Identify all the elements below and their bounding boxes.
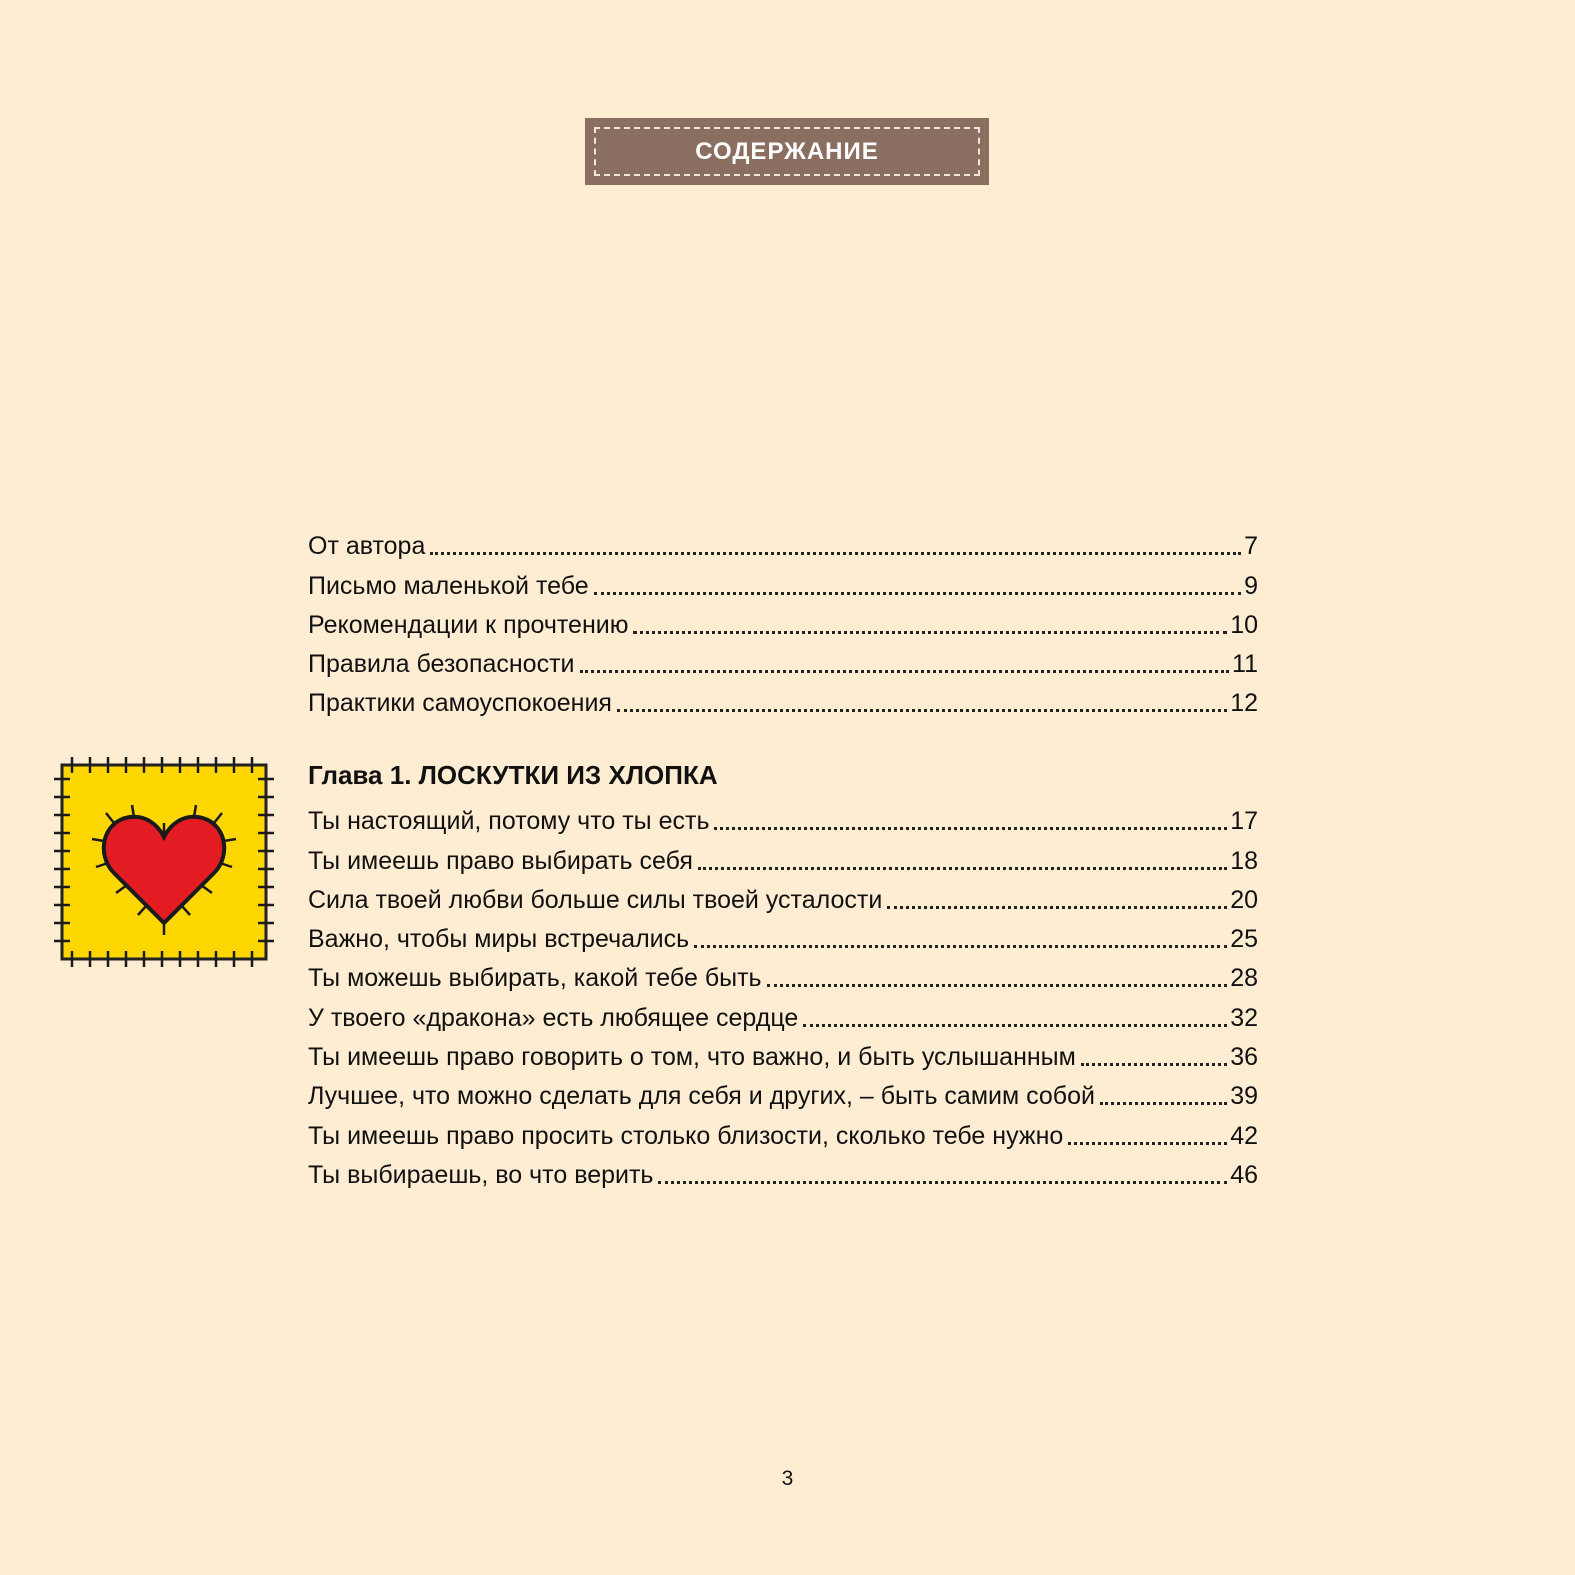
toc-entry[interactable]: [308, 993, 1258, 1032]
dot-leader: [617, 708, 1227, 712]
dot-leader: [1068, 1141, 1227, 1145]
toc-entry[interactable]: [308, 954, 1258, 993]
chapter-title: Глава 1. ЛОСКУТКИ ИЗ ХЛОПКА: [308, 760, 718, 790]
toc-entry-page: 42: [1230, 1121, 1258, 1150]
toc-entry-page: 11: [1232, 650, 1258, 679]
dot-leader: [1100, 1101, 1227, 1105]
dot-leader: [803, 1023, 1227, 1027]
toc-entry-page: 25: [1230, 925, 1258, 954]
toc-entry-page: 39: [1230, 1082, 1258, 1111]
heart-patch-icon: [52, 755, 276, 969]
toc-entry-title: Рекомендации к прочтению: [308, 610, 629, 639]
toc-entry[interactable]: [308, 561, 1258, 600]
dot-leader: [658, 1180, 1227, 1184]
toc-entry-page: 12: [1230, 689, 1258, 718]
toc-entry-title: Ты имеешь право выбирать себя: [308, 846, 693, 875]
toc-entry[interactable]: [308, 522, 1258, 561]
toc-entry-page: 36: [1230, 1043, 1258, 1072]
page-number: 3: [781, 1467, 794, 1490]
toc-entry-title: Ты выбираешь, во что верить: [308, 1160, 654, 1189]
toc-entry[interactable]: [308, 1111, 1258, 1150]
toc-entry-title: Ты имеешь право просить столько близости, сколько тебе нужно: [308, 1121, 1064, 1150]
toc-entry-page: 18: [1230, 846, 1258, 875]
toc-entry[interactable]: [308, 679, 1258, 718]
toc-entry-page: 28: [1230, 964, 1258, 993]
toc-entry-title: Ты настоящий, потому что ты есть: [308, 807, 710, 836]
toc-entry[interactable]: [308, 640, 1258, 679]
toc-entry-title: Правила безопасности: [308, 650, 575, 679]
toc-entry[interactable]: [308, 1072, 1258, 1111]
toc-entry[interactable]: [308, 836, 1258, 875]
toc-entry[interactable]: [308, 797, 1258, 836]
toc-entry-title: Практики самоуспокоения: [308, 689, 612, 718]
toc-entry-page: 46: [1230, 1160, 1258, 1189]
dot-leader: [1081, 1062, 1227, 1066]
toc-entry-page: 17: [1230, 807, 1258, 836]
toc-header-box: [585, 118, 989, 185]
intro-list: [308, 522, 1258, 718]
toc-entry-page: 9: [1244, 571, 1258, 600]
toc-entry-title: У твоего «дракона» есть любящее сердце: [308, 1003, 799, 1032]
toc-entry-page: 7: [1244, 532, 1258, 561]
dot-leader: [580, 669, 1230, 673]
toc-entry-title: Ты имеешь право говорить о том, что важно, и быть услышанным: [308, 1043, 1076, 1072]
toc-entry-title: Важно, чтобы миры встречались: [308, 925, 690, 954]
toc-entry-page: 10: [1230, 610, 1258, 639]
dot-leader: [430, 551, 1241, 555]
toc-entry[interactable]: [308, 1151, 1258, 1190]
dot-leader: [594, 591, 1241, 595]
toc-entry-page: 32: [1230, 1003, 1258, 1032]
toc-entry-title: Письмо маленькой тебе: [308, 571, 589, 600]
toc-entry-page: 20: [1230, 885, 1258, 914]
toc-entry-title: Ты можешь выбирать, какой тебе быть: [308, 964, 762, 993]
toc-entry[interactable]: [308, 876, 1258, 915]
toc-header-title: СОДЕРЖАНИЕ: [695, 137, 879, 165]
toc-entry[interactable]: [308, 601, 1258, 640]
dot-leader: [714, 826, 1227, 830]
toc-entry-title: Лучшее, что можно сделать для себя и других, – быть самим собой: [308, 1082, 1095, 1111]
dot-leader: [633, 630, 1227, 634]
dot-leader: [767, 983, 1228, 987]
toc-entry[interactable]: [308, 915, 1258, 954]
dot-leader: [698, 866, 1227, 870]
toc-entry-title: От автора: [308, 532, 426, 561]
toc-entry-title: Сила твоей любви больше силы твоей усталости: [308, 885, 883, 914]
toc-entry[interactable]: [308, 1033, 1258, 1072]
dot-leader: [887, 905, 1227, 909]
dot-leader: [694, 944, 1227, 948]
chapter1-list: [308, 797, 1258, 1190]
